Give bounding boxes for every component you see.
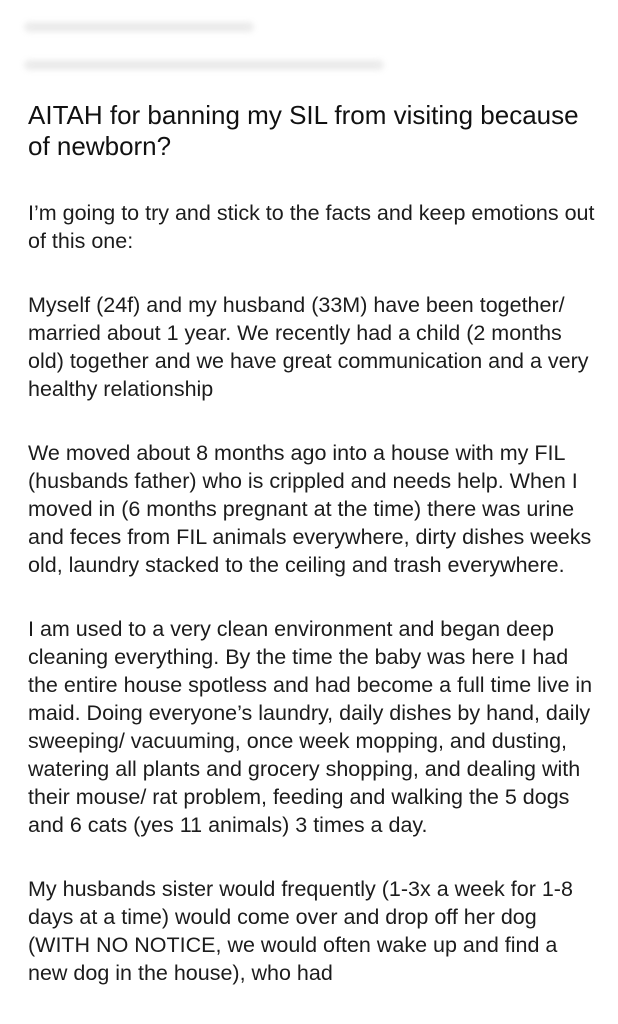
post-paragraph: I’m going to try and stick to the facts and keep emotions out of this one:: [28, 201, 595, 253]
post-paragraph: I am used to a very clean environment and began deep cleaning everything. By the time the baby was here I had the entire house spotless and had become a full time live in maid. Doing everyone’s laundry, daily dishes by hand, daily sweeping/ vacuuming, once week mopping, and dusting, watering all plants and grocery shopping, and dealing with their mouse/ rat problem, feeding and walking the 5 dogs and 6 cats (yes 11 animals) 3 times a day.: [28, 617, 593, 837]
post-paragraph: My husbands sister would frequently (1-3x a week for 1-8 days at a time) would come over and drop off her dog (WITH NO NOTICE, we would often wake up and find a new dog in the house), who had: [28, 877, 573, 985]
blurred-header: [0, 0, 618, 88]
post: [28, 100, 598, 987]
blurred-header-line: [24, 60, 384, 70]
post-paragraph: Myself (24f) and my husband (33M) have been together/ married about 1 year. We recently had a child (2 months old) together and we have great communication and a very healthy relationship: [28, 293, 589, 401]
post-body: [28, 199, 598, 987]
post-title: AITAH for banning my SIL from visiting because of newborn?: [28, 100, 579, 161]
post-paragraph: We moved about 8 months ago into a house with my FIL (husbands father) who is crippled and needs help. When I moved in (6 months pregnant at the time) there was urine and feces from FIL animals everywhere, dirty dishes weeks old, laundry stacked to the ceiling and trash everywhere.: [28, 441, 592, 577]
blurred-header-line: [24, 22, 254, 32]
